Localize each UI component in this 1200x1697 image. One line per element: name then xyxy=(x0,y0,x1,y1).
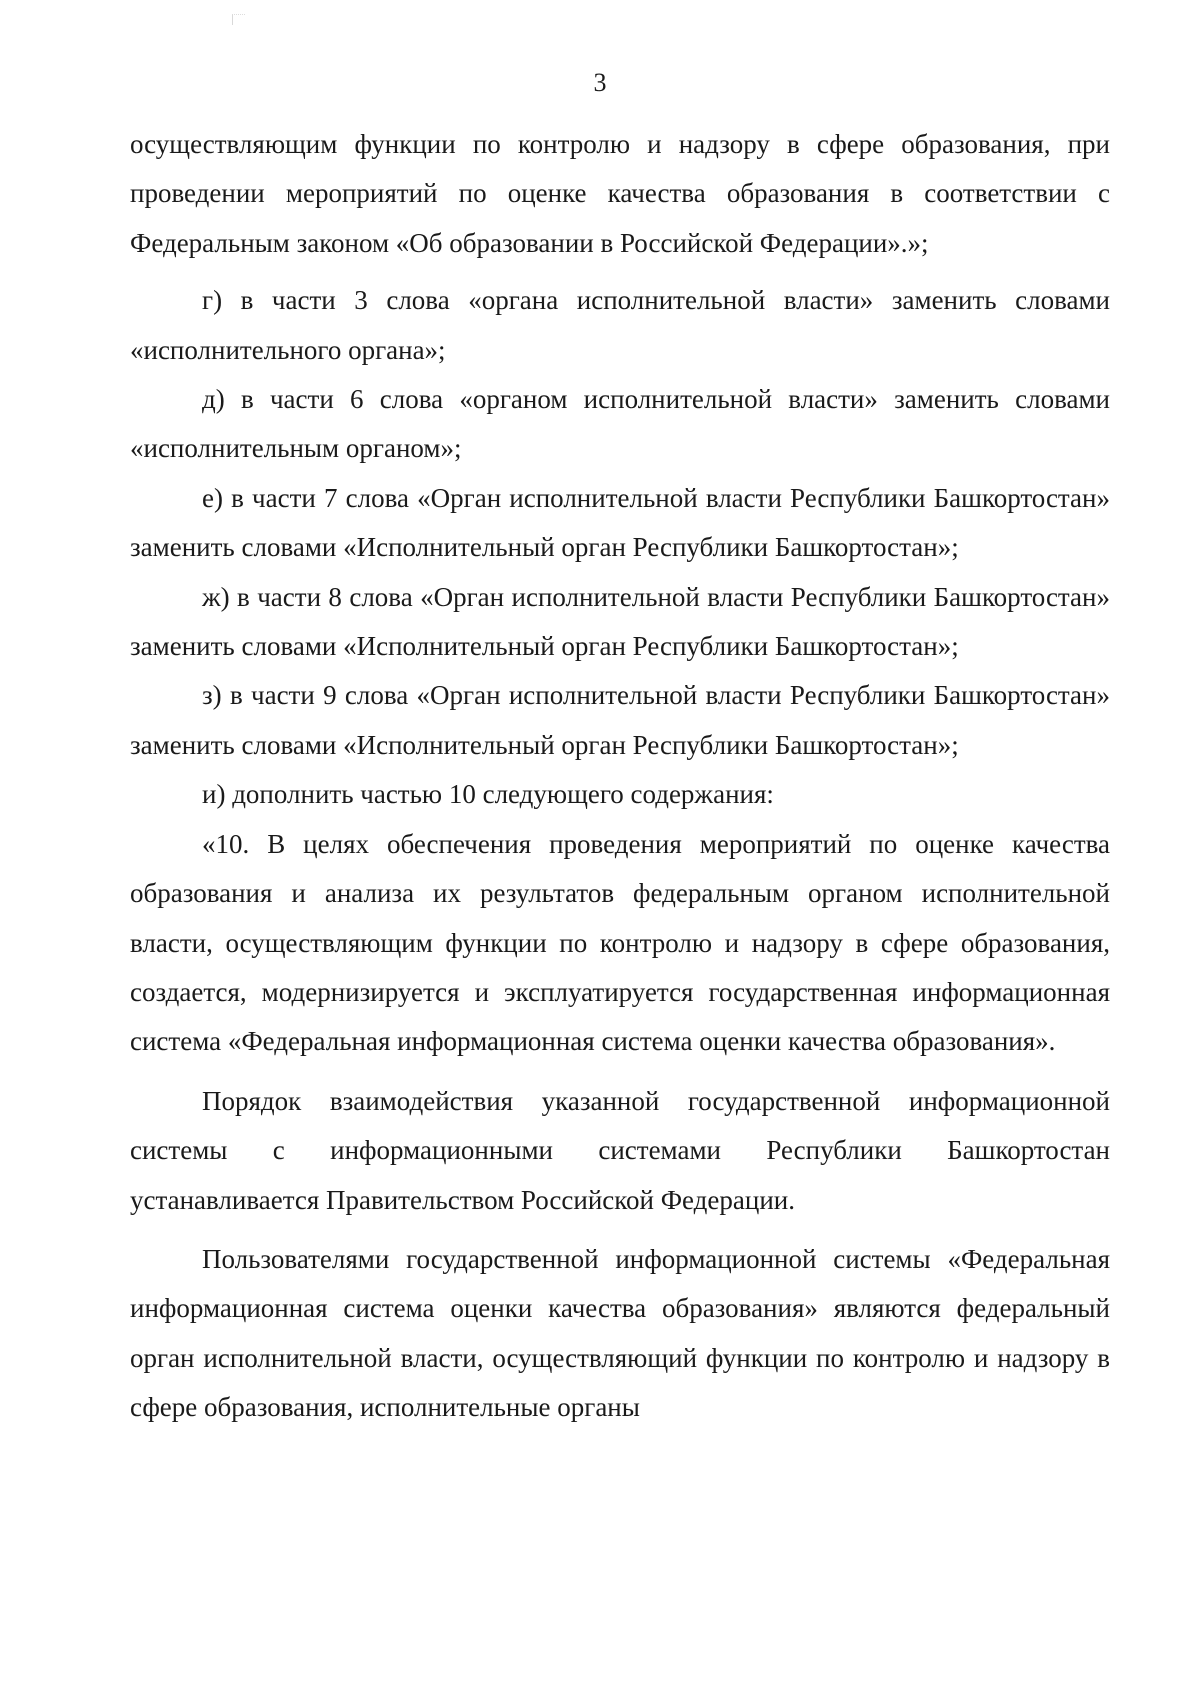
scan-artifact xyxy=(232,14,245,25)
paragraph-system-users: Пользователями государственной информационной системы «Федеральная информационная система оценки качества образования» являются федеральный орган исполнительной власти, осуществляющий функции по контролю и надзору в сфере образования, исполнительные органы xyxy=(130,1243,1110,1423)
paragraph-item-g: г) в части 3 слова «органа исполнительной власти» заменить словами «исполнительного органа»; xyxy=(130,285,1110,365)
paragraph-item-i: и) дополнить частью 10 следующего содержания: xyxy=(202,779,774,810)
paragraph-item-d: д) в части 6 слова «органом исполнительной власти» заменить словами «исполнительным органом»; xyxy=(130,384,1110,464)
paragraph-item-z: з) в части 9 слова «Орган исполнительной власти Республики Башкортостан» заменить словами «Исполнительный орган Республики Башкортостан»; xyxy=(130,680,1110,760)
paragraph-item-zh: ж) в части 8 слова «Орган исполнительной власти Республики Башкортостан» заменить словами «Исполнительный орган Республики Башкортостан»; xyxy=(130,581,1110,662)
paragraph-interaction-order: Порядок взаимодействия указанной государственной информационной системы с информационными системами Республики Башкортостан устанавливается Правительством Российской Федерации. xyxy=(130,1085,1110,1215)
paragraph-part-10: «10. В целях обеспечения проведения мероприятий по оценке качества образования и анализа их результатов федеральным органом исполнительной власти, осуществляющим функции по контролю и надзору в сфере образования, создается, модернизируется и эксплуатируется государственная информационная система «Федеральная информационная система оценки качества образования». xyxy=(130,828,1110,1057)
document-body xyxy=(130,120,1110,1433)
paragraph-item-e: е) в части 7 слова «Орган исполнительной власти Республики Башкортостан» заменить словами «Исполнительный орган Республики Башкортостан»; xyxy=(130,482,1110,563)
page-number: 3 xyxy=(593,68,607,97)
paragraph-continuation: осуществляющим функции по контролю и надзору в сфере образования, при проведении мероприятий по оценке качества образования в соответствии с Федеральным законом «Об образовании в Российской Федерации».»; xyxy=(130,129,1110,258)
